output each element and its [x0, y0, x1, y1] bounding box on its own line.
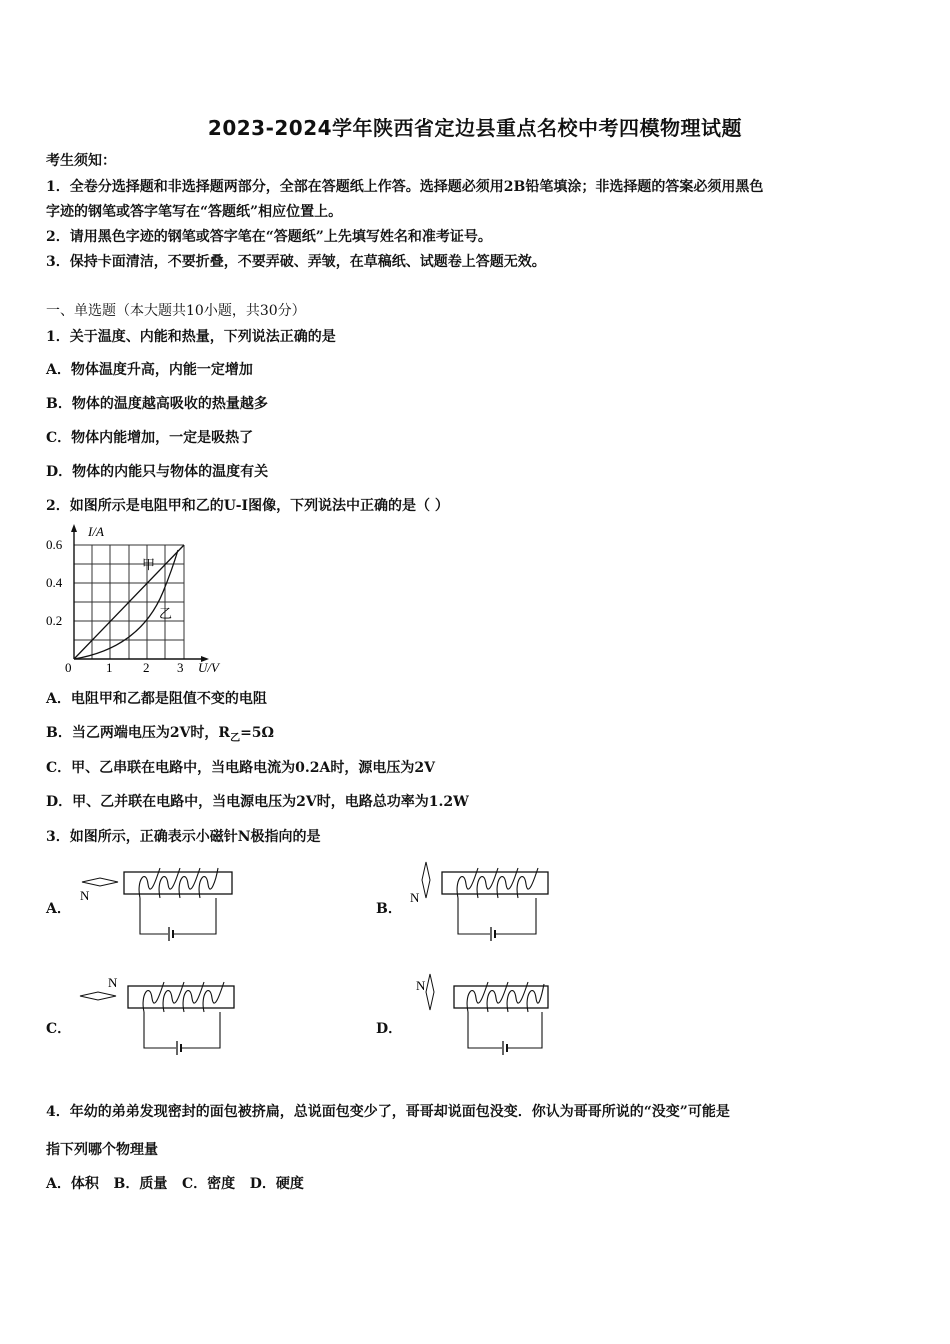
- question-2-option-d: D．甲、乙并联在电路中，当电源电压为2V时，电路总功率为1.2W: [46, 794, 469, 810]
- x-tick-label: 1: [106, 660, 113, 675]
- question-2-option-a: A．电阻甲和乙都是阻值不变的电阻: [46, 691, 267, 707]
- section-heading: 一、单选题（本大题共10小题，共30分）: [46, 303, 306, 319]
- diagram-c: [76, 972, 246, 1058]
- curve-jia-label: 甲: [142, 557, 156, 572]
- question-3-label-c: C．: [46, 1021, 72, 1037]
- circuit-wire: [468, 1012, 542, 1048]
- question-1-option-a: A．物体温度升高，内能一定增加: [46, 362, 253, 378]
- circuit-wire: [144, 1012, 220, 1048]
- question-3-label-d: D．: [376, 1021, 403, 1037]
- question-2-option-c: C．甲、乙串联在电路中，当电路电流为0.2A时，源电压为2V: [46, 760, 435, 776]
- option-b-text: B．当乙两端电压为2V时，R: [46, 725, 231, 741]
- ui-graph: [40, 520, 240, 680]
- n-pole-label: N: [80, 888, 90, 903]
- diagram-b: [406, 858, 566, 944]
- notice-line: 3．保持卡面清洁，不要折叠，不要弄破、弄皱，在草稿纸、试题卷上答题无效。: [46, 254, 546, 270]
- question-4-stem-cont: 指下列哪个物理量: [46, 1142, 158, 1158]
- n-pole-label: N: [108, 975, 118, 990]
- compass-needle: [80, 992, 116, 1000]
- notice-line: 字迹的钢笔或答字笔写在“答题纸”相应位置上。: [46, 204, 343, 220]
- question-1-stem: 1．关于温度、内能和热量，下列说法正确的是: [46, 329, 336, 345]
- x-tick-label: 0: [65, 660, 72, 675]
- notice-line: 2．请用黑色字迹的钢笔或答字笔在“答题纸”上先填写姓名和准考证号。: [46, 229, 492, 245]
- question-1-option-d: D．物体的内能只与物体的温度有关: [46, 464, 269, 480]
- circuit-wire: [458, 898, 536, 934]
- diagram-a: [76, 862, 246, 944]
- notice-line: 1．全卷分选择题和非选择题两部分，全部在答题纸上作答。选择题必须用2B铅笔填涂；非选择题的答案必须用黑色: [46, 179, 764, 195]
- question-3-label-a: A．: [46, 901, 71, 917]
- circuit-wire: [140, 898, 216, 934]
- page-title: 2023-2024学年陕西省定边县重点名校中考四模物理试题: [207, 116, 743, 140]
- question-3-stem: 3．如图所示，正确表示小磁针N极指向的是: [46, 829, 321, 845]
- question-3-label-b: B．: [376, 901, 402, 917]
- question-2-option-b: [46, 722, 274, 744]
- y-tick-label: 0.2: [46, 613, 63, 628]
- x-tick-label: 3: [177, 660, 184, 675]
- y-tick-label: 0.4: [46, 575, 63, 590]
- y-tick-label: 0.6: [46, 537, 63, 552]
- n-pole-label: N: [410, 890, 420, 905]
- curve-yi-label: 乙: [159, 606, 173, 621]
- compass-needle: [426, 974, 434, 1010]
- option-b-tail: =5Ω: [240, 725, 275, 741]
- n-pole-label: N: [416, 978, 426, 993]
- x-tick-label: 2: [143, 660, 150, 675]
- question-2-stem: 2．如图所示是电阻甲和乙的U-I图像，下列说法中正确的是（ ）: [46, 498, 449, 514]
- question-4-stem: 4．年幼的弟弟发现密封的面包被挤扁，总说面包变少了，哥哥却说面包没变．你认为哥哥所说的“没变”可能是: [46, 1104, 730, 1120]
- notice-heading: 考生须知：: [46, 153, 116, 169]
- question-1-option-b: B．物体的温度越高吸收的热量越多: [46, 396, 268, 412]
- question-1-option-c: C．物体内能增加，一定是吸热了: [46, 430, 254, 446]
- x-axis-label: U/V: [198, 660, 219, 675]
- diagram-d: [406, 968, 566, 1058]
- option-b-subscript: 乙: [230, 732, 241, 744]
- compass-needle: [422, 862, 430, 898]
- compass-needle: [82, 878, 118, 886]
- question-4-options: A．体积 B．质量 C．密度 D．硬度: [46, 1176, 304, 1192]
- y-axis-label: I/A: [88, 524, 104, 539]
